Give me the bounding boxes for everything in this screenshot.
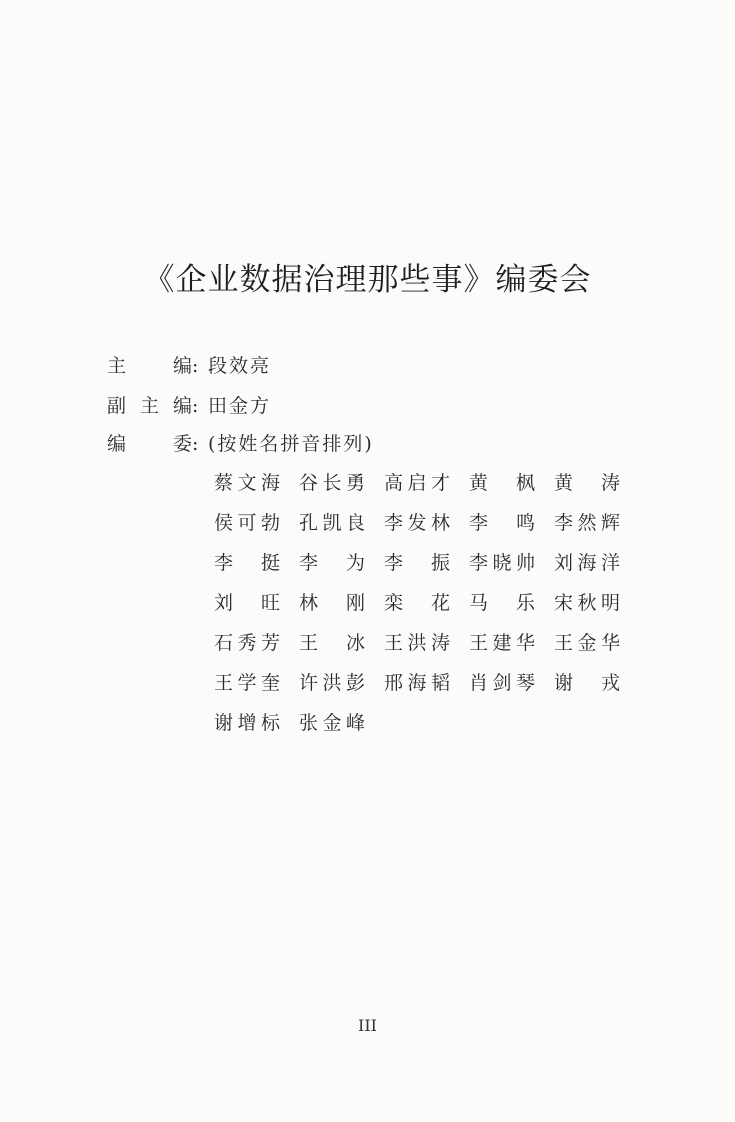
committee-member: 李鸣 [469,512,535,534]
committee-member: 黄涛 [554,472,620,494]
committee-member: 马乐 [469,592,535,614]
page-title: 《企业数据治理那些事》编委会 [143,262,592,298]
deputy-editor-label: 副主编 [107,395,192,417]
committee-member: 肖剑琴 [469,672,535,694]
deputy-editor-row [107,391,271,421]
committee-member: 王冰 [299,632,365,654]
committee-member: 栾花 [384,592,450,614]
chief-editor-colon: : [192,355,199,377]
committee-member: 邢海韬 [384,672,450,694]
committee-colon: : [192,433,199,455]
committee-member: 刘旺 [214,592,280,614]
committee-member: 刘海洋 [554,552,620,574]
committee-member: 李振 [384,552,450,574]
committee-label: 编委 [107,433,192,455]
committee-member: 谷长勇 [299,472,365,494]
committee-member: 谢增标 [214,712,280,734]
committee-member: 宋秋明 [554,592,620,614]
committee-member: 石秀芳 [214,632,280,654]
committee-member: 李挺 [214,552,280,574]
page-number: III [358,1016,377,1035]
committee-member: 黄枫 [469,472,535,494]
committee-member: 李发林 [384,512,450,534]
chief-editor-row [107,351,271,381]
committee-member: 张金峰 [299,712,365,734]
committee-member: 李然辉 [554,512,620,534]
chief-editor-label: 主编 [107,355,192,377]
committee-member: 王学奎 [214,672,280,694]
chief-editor-name: 段效亮 [208,355,272,377]
committee-member: 蔡文海 [214,472,280,494]
committee-member: 谢戎 [554,672,620,694]
committee-member: 王洪涛 [384,632,450,654]
committee-member: 李为 [299,552,365,574]
committee-member: 孔凯良 [299,512,365,534]
deputy-editor-name: 田金方 [208,395,272,417]
committee-member: 侯可勃 [214,512,280,534]
committee-member: 高启才 [384,472,450,494]
committee-row [107,429,374,459]
committee-note: (按姓名拼音排列) [208,433,374,455]
committee-member: 李晓帅 [469,552,535,574]
committee-member: 许洪彭 [299,672,365,694]
committee-member: 王金华 [554,632,620,654]
committee-member: 王建华 [469,632,535,654]
deputy-editor-colon: : [192,395,199,417]
committee-member: 林刚 [299,592,365,614]
